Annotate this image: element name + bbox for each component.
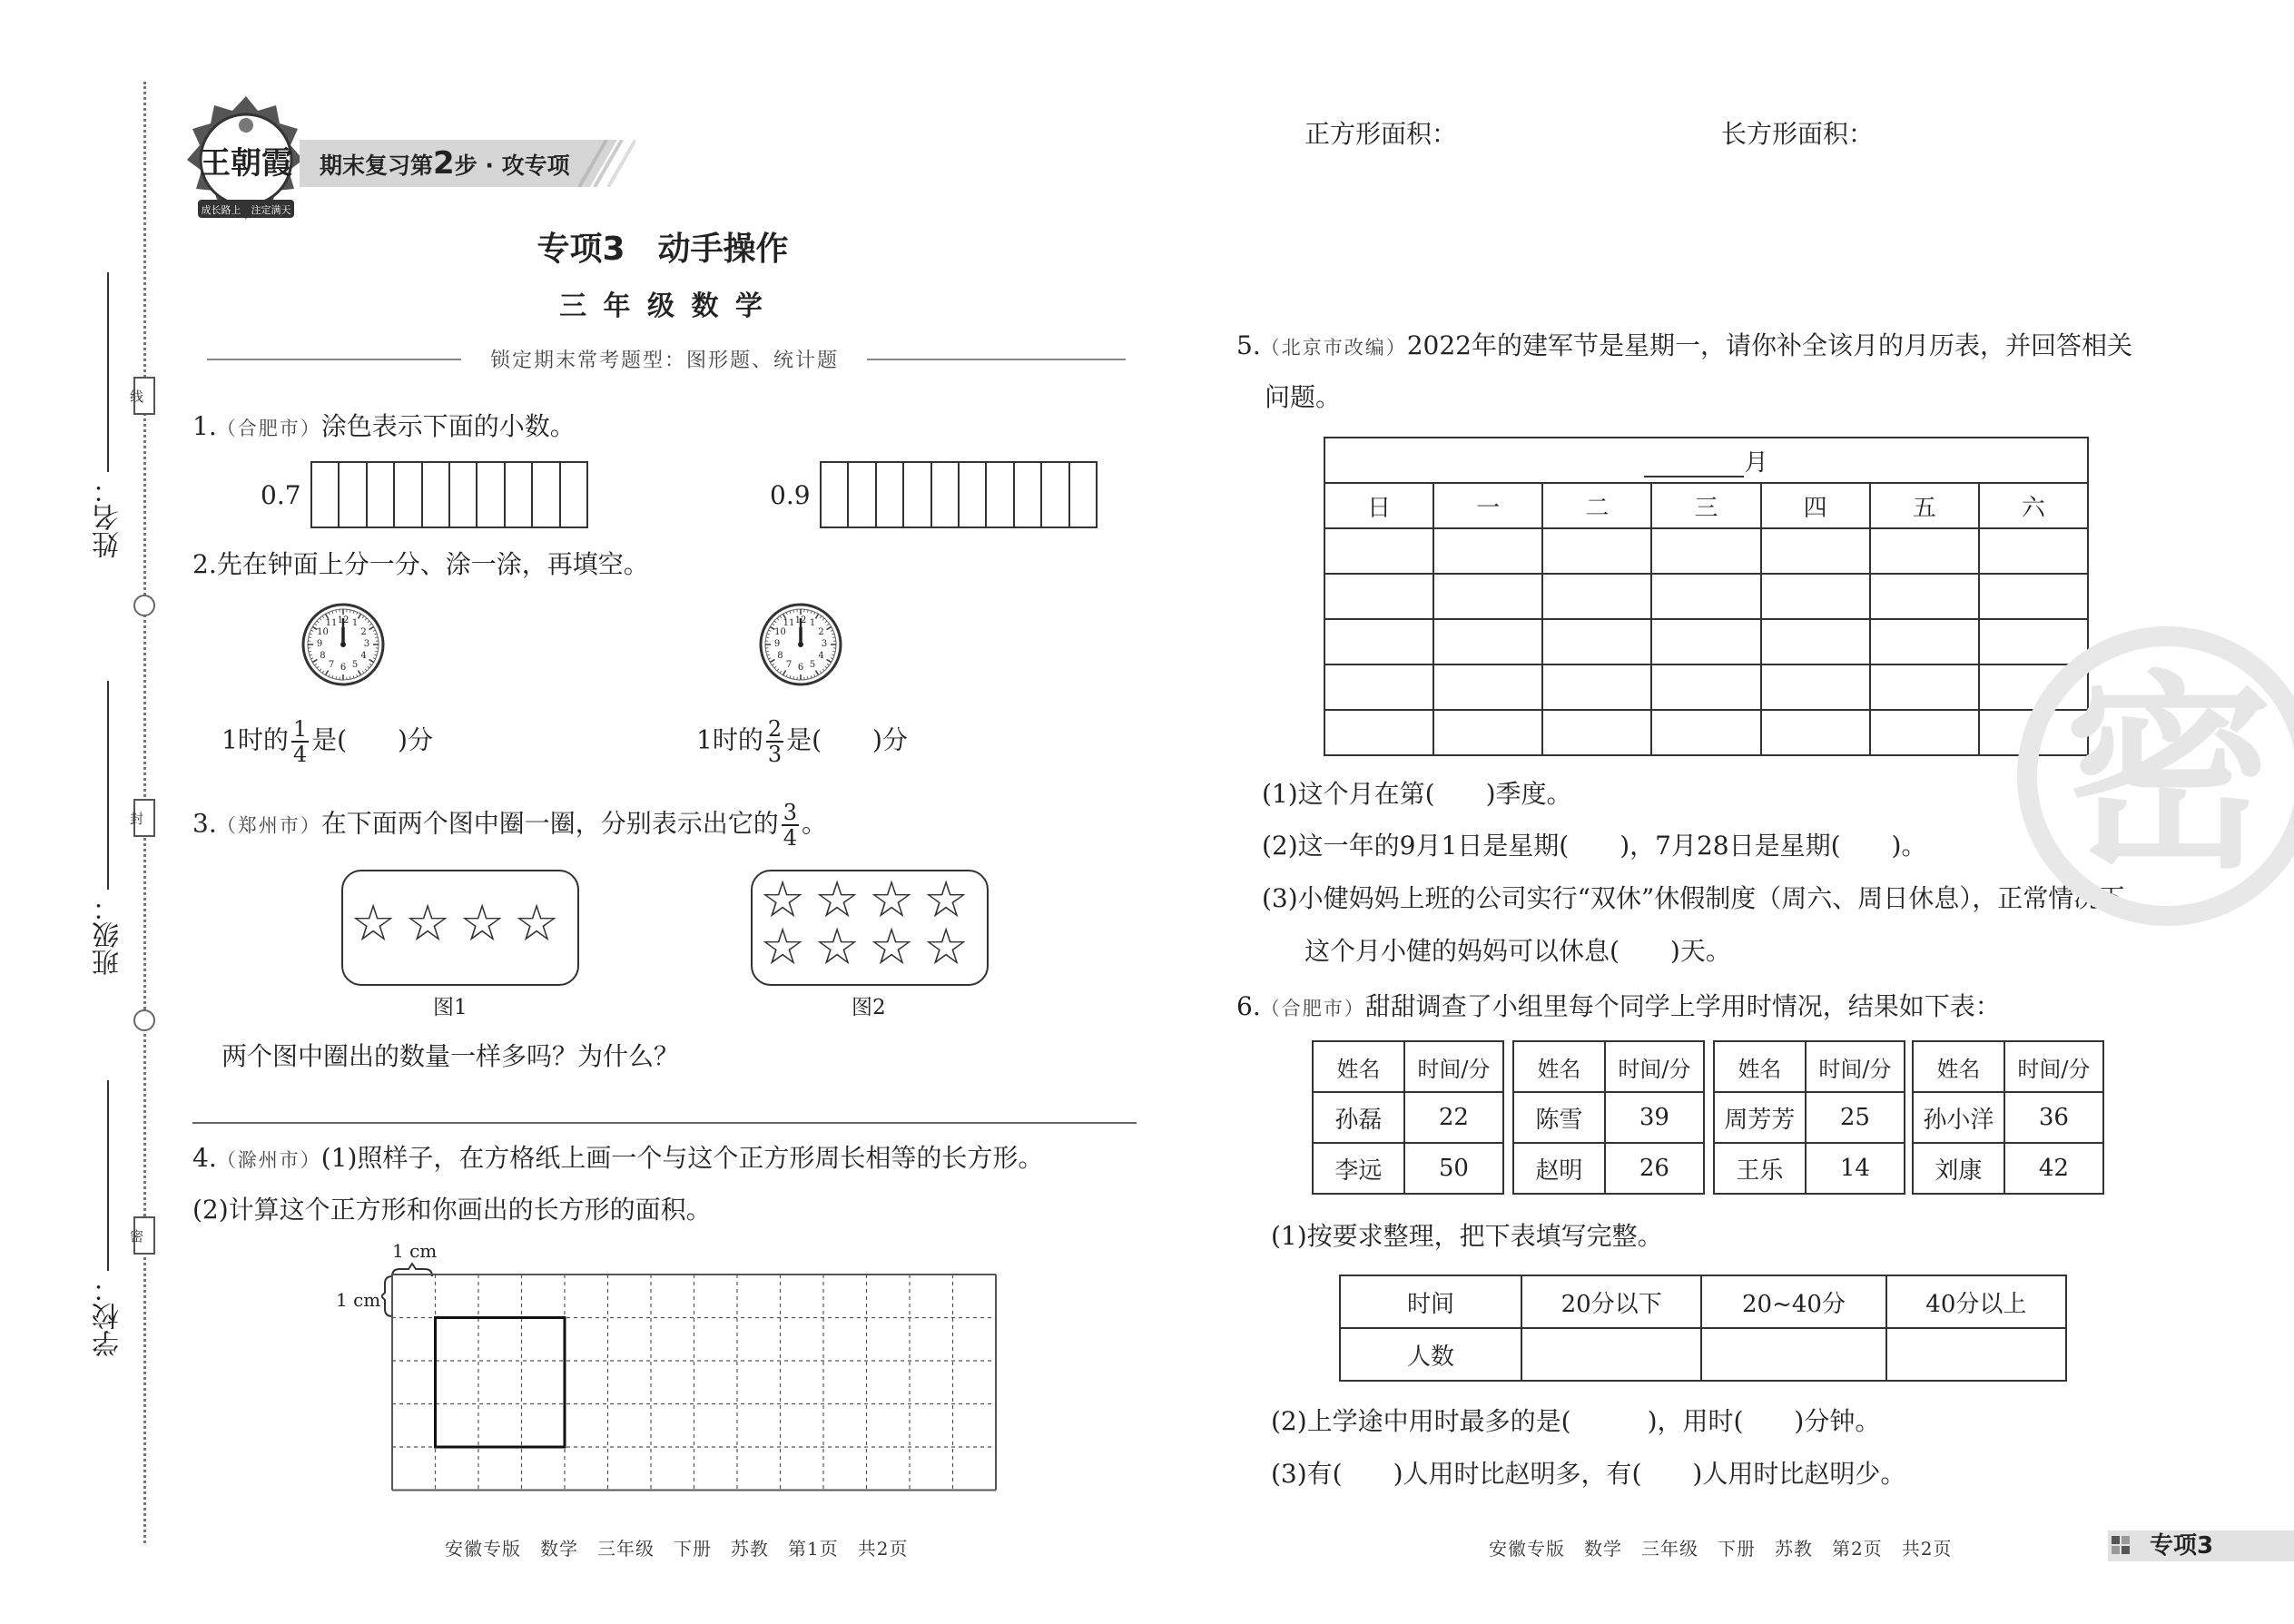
section-divider xyxy=(192,1122,1137,1124)
student-time: 25 xyxy=(1806,1092,1905,1143)
q5-text2: 问题。 xyxy=(1265,382,1342,412)
q2-fraction-1 xyxy=(291,717,309,766)
brand-name: 王朝霞 xyxy=(200,145,292,182)
calendar-day-cell[interactable] xyxy=(1870,574,1979,619)
grid-unit-horizontal: 1 cm xyxy=(392,1240,438,1262)
calendar-day-cell[interactable] xyxy=(1324,664,1433,710)
clock-number: 3 xyxy=(363,639,370,649)
watermark-text: 密 xyxy=(2064,655,2274,897)
calendar-day-cell[interactable] xyxy=(1433,528,1542,574)
calendar-weekday-5: 五 xyxy=(1870,483,1979,528)
calendar-day-cell[interactable] xyxy=(1761,528,1870,574)
calendar-day-cell[interactable] xyxy=(1324,574,1433,619)
square-grid-paper[interactable] xyxy=(390,1273,999,1494)
clock-number: 12 xyxy=(794,615,807,625)
summary-count-label: 人数 xyxy=(1340,1328,1521,1381)
q6-sub3[interactable]: (3)有( )人用时比赵明多，有( )人用时比赵明少。 xyxy=(1271,1459,1906,1489)
star-icon: ☆ xyxy=(760,871,806,930)
q1-text: 涂色表示下面的小数。 xyxy=(320,411,576,441)
clock-number: 10 xyxy=(774,627,786,637)
q3-end: 。 xyxy=(802,808,828,839)
clock-number: 8 xyxy=(320,651,326,661)
q2-fraction-1-den: 4 xyxy=(292,742,308,767)
calendar-day-cell[interactable] xyxy=(1542,619,1651,664)
page-subtitle: 三 年 级 数 学 xyxy=(559,290,766,322)
calendar-day-cell[interactable] xyxy=(1542,664,1651,710)
q1-number: 1. xyxy=(192,411,217,441)
calendar-day-cell[interactable] xyxy=(1979,528,2088,574)
q3-fraction-den: 4 xyxy=(783,825,798,851)
calendar-day-cell[interactable] xyxy=(1870,619,1979,664)
student-time: 22 xyxy=(1404,1092,1503,1143)
clock-number: 2 xyxy=(360,627,367,637)
clock-number: 9 xyxy=(773,639,781,649)
clock-number: 10 xyxy=(317,627,329,637)
survey-row xyxy=(1913,1092,2103,1143)
q5-text1: 2022年的建军节是星期一，请你补全该月的月历表，并回答相关 xyxy=(1406,330,2132,360)
calendar-weekday-0: 日 xyxy=(1324,483,1433,528)
calendar-day-cell[interactable] xyxy=(1761,574,1870,619)
clock-number: 8 xyxy=(777,651,783,661)
survey-table-4 xyxy=(1912,1040,2104,1195)
clock-number: 7 xyxy=(785,659,793,670)
q2-number: 2. xyxy=(192,549,217,579)
clock-face-1[interactable] xyxy=(300,602,386,687)
q2-blank-1 xyxy=(222,717,433,766)
student-name: 孙磊 xyxy=(1313,1092,1404,1143)
square-area-label[interactable]: 正方形面积： xyxy=(1305,119,1458,149)
month-blank[interactable] xyxy=(1644,450,1744,477)
calendar-month-label: 月 xyxy=(1744,448,1768,477)
student-name: 赵明 xyxy=(1513,1143,1605,1194)
grid-unit-vertical: 1 cm xyxy=(336,1289,381,1311)
survey-row xyxy=(1313,1143,1503,1194)
name-label: 姓名： xyxy=(93,477,124,558)
calendar-weekday-row xyxy=(1324,483,2088,528)
calendar-day-cell[interactable] xyxy=(1651,574,1760,619)
summary-header-cell: 时间 xyxy=(1340,1275,1521,1328)
class-label: 班级： xyxy=(93,894,124,976)
q1-source: （合肥市） xyxy=(216,418,321,439)
summary-count-cell[interactable] xyxy=(1886,1328,2066,1381)
q2-blank-2-prefix: 1时的 xyxy=(696,724,763,755)
summary-count-cell[interactable] xyxy=(1521,1328,1701,1381)
q2-fraction-2-num: 2 xyxy=(767,716,783,742)
page-title: 专项3 动手操作 xyxy=(537,231,789,268)
q4-source: （滁州市） xyxy=(216,1149,321,1171)
q1-strip-1[interactable] xyxy=(310,461,588,528)
calendar-day-cell[interactable] xyxy=(1433,574,1542,619)
q5-sub3b[interactable]: 这个月小健的妈妈可以休息( )天。 xyxy=(1305,936,1731,966)
calendar-weekday-1: 一 xyxy=(1433,483,1542,528)
calendar-day-cell[interactable] xyxy=(1651,664,1760,710)
summary-count-row xyxy=(1340,1328,2066,1381)
calendar-body xyxy=(1324,528,2088,755)
clock-number: 4 xyxy=(818,651,824,661)
q6-sub2[interactable]: (2)上学途中用时最多的是( )，用时( )分钟。 xyxy=(1271,1406,1881,1436)
q1-strip-2[interactable] xyxy=(820,461,1098,528)
calendar-day-cell[interactable] xyxy=(1870,664,1979,710)
banner-step: 2 xyxy=(433,145,455,182)
clock-number: 4 xyxy=(360,651,367,661)
clock-number: 1 xyxy=(351,618,359,629)
q4-part2: (2)计算这个正方形和你画出的长方形的面积。 xyxy=(192,1195,712,1225)
summary-header-cell: 20~40分 xyxy=(1701,1275,1885,1328)
clock-number: 9 xyxy=(316,639,323,649)
survey-col-name: 姓名 xyxy=(1913,1041,2004,1092)
brand-motto: 成长路上 注定满天 xyxy=(201,204,291,216)
calendar-day-cell[interactable] xyxy=(1761,664,1870,710)
footer-right: 安徽专版 数学 三年级 下册 苏教 第2页 共2页 xyxy=(1489,1538,1953,1560)
rect-area-label[interactable]: 长方形面积： xyxy=(1721,119,1875,149)
survey-table-3 xyxy=(1713,1040,1905,1195)
banner-suffix: 步 · 攻专项 xyxy=(454,153,570,179)
q1-decimal-2: 0.9 xyxy=(770,480,811,510)
student-time: 50 xyxy=(1404,1143,1503,1194)
student-name: 李远 xyxy=(1313,1143,1404,1194)
star-icon: ☆ xyxy=(459,894,506,953)
summary-header-row xyxy=(1340,1275,2066,1328)
calendar-row xyxy=(1324,619,2088,664)
calendar-day-cell[interactable] xyxy=(1542,574,1651,619)
calendar-row xyxy=(1324,574,2088,619)
clock-number: 12 xyxy=(337,615,350,625)
name-line xyxy=(107,272,109,472)
clock-number: 5 xyxy=(809,659,816,670)
q4-part1: (1)照样子，在方格纸上画一个与这个正方形周长相等的长方形。 xyxy=(320,1143,1044,1173)
q6-number: 6. xyxy=(1236,991,1261,1021)
clock-number: 1 xyxy=(809,618,816,629)
clock-number: 3 xyxy=(821,639,828,649)
calendar-day-cell[interactable] xyxy=(1870,528,1979,574)
student-name: 刘康 xyxy=(1913,1143,2004,1194)
tag-squares-icon xyxy=(2112,1536,2139,1556)
calendar-row xyxy=(1324,664,2088,710)
survey-col-time: 时间/分 xyxy=(2004,1041,2103,1092)
calendar-day-cell[interactable] xyxy=(1542,710,1651,755)
calendar-day-cell[interactable] xyxy=(1651,528,1760,574)
calendar-row xyxy=(1324,528,2088,574)
survey-col-time: 时间/分 xyxy=(1806,1041,1905,1092)
step-banner xyxy=(300,140,635,187)
calendar-day-cell[interactable] xyxy=(1433,619,1542,664)
clock-number: 6 xyxy=(340,663,347,673)
survey-row xyxy=(1513,1092,1704,1143)
q3-question: 两个图中圈出的数量一样多吗？为什么？ xyxy=(222,1041,680,1071)
section-tag: 专项3 xyxy=(2150,1532,2214,1560)
q3-fraction-num: 3 xyxy=(783,800,798,825)
seal-char-xian: 线 xyxy=(133,377,155,415)
calendar-day-cell[interactable] xyxy=(1651,710,1760,755)
q3-number: 3. xyxy=(192,808,217,839)
calendar-weekday-6: 六 xyxy=(1979,483,2088,528)
survey-header-row xyxy=(1913,1041,2103,1092)
survey-col-time: 时间/分 xyxy=(1404,1041,1503,1092)
calendar-month-cell[interactable] xyxy=(1324,438,2088,483)
calendar-day-cell[interactable] xyxy=(1761,619,1870,664)
star-icon: ☆ xyxy=(514,894,560,953)
q4-number: 4. xyxy=(192,1143,217,1173)
survey-col-time: 时间/分 xyxy=(1605,1041,1704,1092)
focus-rule-right xyxy=(867,359,1126,360)
calendar-day-cell[interactable] xyxy=(1324,619,1433,664)
q2-fraction-1-num: 1 xyxy=(292,716,308,742)
q6-sub1: (1)按要求整理，把下表填写完整。 xyxy=(1271,1221,1663,1251)
survey-table-1 xyxy=(1312,1040,1504,1195)
calendar-day-cell[interactable] xyxy=(1979,574,2088,619)
q3-fraction xyxy=(782,801,799,850)
clock-number: 7 xyxy=(328,659,335,670)
q4-stem xyxy=(192,1140,1043,1178)
q5-source: （北京市改编） xyxy=(1260,337,1407,359)
q5-sub1[interactable]: (1)这个月在第( )季度。 xyxy=(1262,779,1572,809)
student-time: 26 xyxy=(1605,1143,1704,1194)
binding-ring-icon xyxy=(133,595,155,616)
q5-sub3a: (3)小健妈妈上班的公司实行“双休”休假制度（周六、周日休息），正常情况下， xyxy=(1262,883,2151,913)
calendar-table xyxy=(1324,437,2089,756)
summary-header-cell: 40分以上 xyxy=(1886,1275,2066,1328)
summary-header-cell: 20分以下 xyxy=(1521,1275,1701,1328)
q3-stem xyxy=(192,801,827,850)
survey-row xyxy=(1513,1143,1704,1194)
survey-col-name: 姓名 xyxy=(1513,1041,1605,1092)
student-name: 孙小洋 xyxy=(1913,1092,2004,1143)
q2-text: 先在钟面上分一分、涂一涂，再填空。 xyxy=(216,549,649,579)
q6-stem xyxy=(1236,989,2001,1027)
star-icon: ☆ xyxy=(814,918,861,977)
brand-logo xyxy=(178,93,314,229)
clock-number: 2 xyxy=(818,627,824,637)
q6-text: 甜甜调查了小组里每个同学上学用时情况，结果如下表： xyxy=(1364,991,2001,1021)
student-time: 14 xyxy=(1806,1143,1905,1194)
student-time: 39 xyxy=(1605,1092,1704,1143)
clock-number: 11 xyxy=(325,618,338,629)
seal-char-feng: 封 xyxy=(133,799,155,837)
student-name: 王乐 xyxy=(1714,1143,1806,1194)
focus-text: 锁定期末常考题型：图形题、统计题 xyxy=(490,349,840,372)
q2-blank-2-suffix[interactable]: 是( )分 xyxy=(786,724,908,755)
school-line xyxy=(107,1080,109,1271)
star-icon: ☆ xyxy=(923,918,970,977)
survey-header-row xyxy=(1313,1041,1503,1092)
calendar-weekday-2: 二 xyxy=(1542,483,1651,528)
q5-number: 5. xyxy=(1236,330,1261,360)
star-icon: ☆ xyxy=(814,871,861,930)
q2-blank-1-prefix: 1时的 xyxy=(222,724,289,755)
survey-col-name: 姓名 xyxy=(1714,1041,1806,1092)
survey-header-row xyxy=(1714,1041,1905,1092)
seal-char-mi: 密 xyxy=(133,1216,155,1255)
survey-row xyxy=(1913,1143,2103,1194)
calendar-weekday-4: 四 xyxy=(1761,483,1870,528)
clock-face-2[interactable] xyxy=(758,602,843,687)
calendar-day-cell[interactable] xyxy=(1433,664,1542,710)
survey-row xyxy=(1313,1092,1503,1143)
survey-table-2 xyxy=(1512,1040,1705,1195)
focus-rule-left xyxy=(207,359,461,360)
student-time: 42 xyxy=(2004,1143,2103,1194)
star-icon: ☆ xyxy=(869,871,915,930)
q6-source: （合肥市） xyxy=(1260,998,1365,1019)
calendar-day-cell[interactable] xyxy=(1651,619,1760,664)
q1-stem xyxy=(192,408,576,447)
star-icon: ☆ xyxy=(760,918,806,977)
star-icon: ☆ xyxy=(405,894,451,953)
q3-source: （郑州市） xyxy=(216,814,321,837)
q3-text: 在下面两个图中圈一圈，分别表示出它的 xyxy=(320,808,779,839)
q5-stem xyxy=(1236,328,2132,366)
q2-blank-1-suffix[interactable]: 是( )分 xyxy=(311,724,433,755)
school-label: 学校： xyxy=(93,1275,124,1357)
clock-number: 6 xyxy=(797,663,804,673)
clock-number: 5 xyxy=(351,659,359,670)
sample-square xyxy=(436,1318,566,1448)
q5-sub2[interactable]: (2)这一年的9月1日是星期( )，7月28日是星期( )。 xyxy=(1262,831,1927,861)
figure-1-box[interactable] xyxy=(341,870,579,986)
figure-1-label: 图1 xyxy=(433,996,468,1019)
star-icon: ☆ xyxy=(923,871,970,930)
summary-count-cell[interactable] xyxy=(1701,1328,1885,1381)
survey-header-row xyxy=(1513,1041,1704,1092)
q1-decimal-1: 0.7 xyxy=(261,480,301,510)
star-icon: ☆ xyxy=(350,894,397,953)
binding-ring-icon xyxy=(133,1009,155,1031)
calendar-day-cell[interactable] xyxy=(1324,528,1433,574)
survey-row xyxy=(1714,1143,1905,1194)
q2-blank-2 xyxy=(696,717,908,766)
q2-stem xyxy=(192,546,649,583)
calendar-day-cell[interactable] xyxy=(1542,528,1651,574)
calendar-weekday-3: 三 xyxy=(1651,483,1760,528)
section-tag-bar xyxy=(2108,1530,2294,1561)
class-line xyxy=(107,681,109,890)
calendar-day-cell[interactable] xyxy=(1324,710,1433,755)
figure-2-box[interactable] xyxy=(751,870,989,986)
footer-left: 安徽专版 数学 三年级 下册 苏教 第1页 共2页 xyxy=(445,1538,909,1560)
summary-table xyxy=(1339,1275,2067,1382)
calendar-row xyxy=(1324,710,2088,755)
survey-row xyxy=(1714,1092,1905,1143)
clock-number: 11 xyxy=(783,618,795,629)
star-icon: ☆ xyxy=(869,918,915,977)
figure-2-label: 图2 xyxy=(852,996,886,1019)
calendar-day-cell[interactable] xyxy=(1433,710,1542,755)
survey-col-name: 姓名 xyxy=(1313,1041,1404,1092)
student-name: 陈雪 xyxy=(1513,1092,1605,1143)
q2-fraction-2 xyxy=(766,717,783,766)
calendar-day-cell[interactable] xyxy=(1870,710,1979,755)
calendar-day-cell[interactable] xyxy=(1761,710,1870,755)
banner-prefix: 期末复习第 xyxy=(320,153,434,179)
q2-fraction-2-den: 3 xyxy=(767,742,783,767)
student-time: 36 xyxy=(2004,1092,2103,1143)
student-name: 周芳芳 xyxy=(1714,1092,1806,1143)
